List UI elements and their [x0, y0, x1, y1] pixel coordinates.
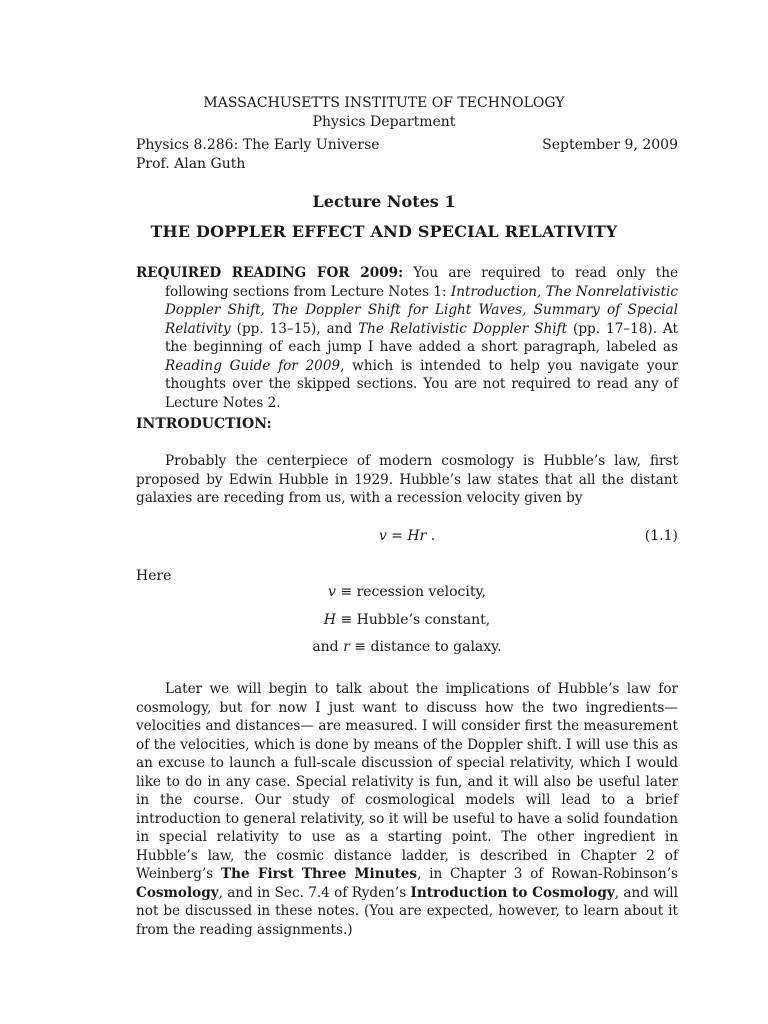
institution-name: MASSACHUSETTS INSTITUTE OF TECHNOLOGY	[203, 95, 565, 111]
equation-body: v = Hr .	[378, 528, 436, 544]
department-name: Physics Department	[312, 114, 456, 130]
introduction-paragraph-1: Probably the centerpiece of modern cosmology is Hubble’s law, first proposed by Edwin Hubble in 1929. Hubble’s law states that all the distant galaxies are receding from us, with a recession velocity given by	[136, 453, 678, 506]
book-title-introduction-to-cosmology: Introduction to Cosmology	[410, 884, 615, 901]
definition-hubble-constant: H ≡ Hubble’s constant,	[323, 611, 491, 628]
definition-velocity: v ≡ recession velocity,	[328, 584, 486, 600]
lecture-subtitle: THE DOPPLER EFFECT AND SPECIAL RELATIVITY	[150, 222, 618, 241]
introduction-paragraph-2: Later we will begin to talk about the implications of Hubble’s law for cosmology, but for now I just want to discuss how the two ingredients— velocities and distances— are measured. I will consider first the measurement of the velocities, which is done by means of the Doppler shift. I will use this as an excuse to launch a full-scale discussion of special relativity, which I would like to do in any case. Special relativity is fun, and it will also be useful later in the course. Our study of cosmological models will lead to a brief introduction to general relativity, so it will be useful to have a solid foundation in special relativity to use as a starting point. The other ingredient in Hubble’s law, the cosmic distance ladder, is described in Chapter 2 of Weinberg’s The First Three Minutes, in Chapter 3 of Rowan-Robinson’s Cosmology, and in Sec. 7.4 of Ryden’s Introduction to Cosmology, and will not be discussed in these notes. (You are expected, however, to learn about it from the reading assignments.)	[136, 681, 679, 938]
definitions-list	[136, 584, 678, 667]
lecture-title: Lecture Notes 1	[312, 192, 456, 211]
course-title: Physics 8.286: The Early Universe	[136, 137, 380, 153]
book-title-first-three-minutes: The First Three Minutes	[221, 866, 418, 882]
required-reading-label: REQUIRED READING FOR 2009:	[136, 265, 404, 281]
equation-1-1	[136, 528, 678, 548]
required-reading-block: REQUIRED READING FOR 2009: You are required to read only the following sections from Lecture Notes 1: Introduction, The Nonrelativistic Doppler Shift, The Doppler Shift for Light Waves, Summary of Special Relativity (pp. 13–15), and The Relativistic Doppler Shift (pp. 17–18). At the beginning of each jump I have added a short paragraph, labeled as Reading Guide for 2009, which is intended to help you navigate your thoughts over the skipped sections. You are not required to read any of Lecture Notes 2.	[136, 265, 678, 411]
definition-distance: and r ≡ distance to galaxy.	[312, 639, 502, 655]
book-title-cosmology: Cosmology	[136, 884, 219, 901]
professor-name: Prof. Alan Guth	[136, 156, 246, 172]
document-date: September 9, 2009	[542, 137, 678, 153]
here-label: Here	[136, 568, 172, 584]
equation-number: (1.1)	[644, 528, 678, 544]
introduction-heading: INTRODUCTION:	[136, 416, 272, 432]
